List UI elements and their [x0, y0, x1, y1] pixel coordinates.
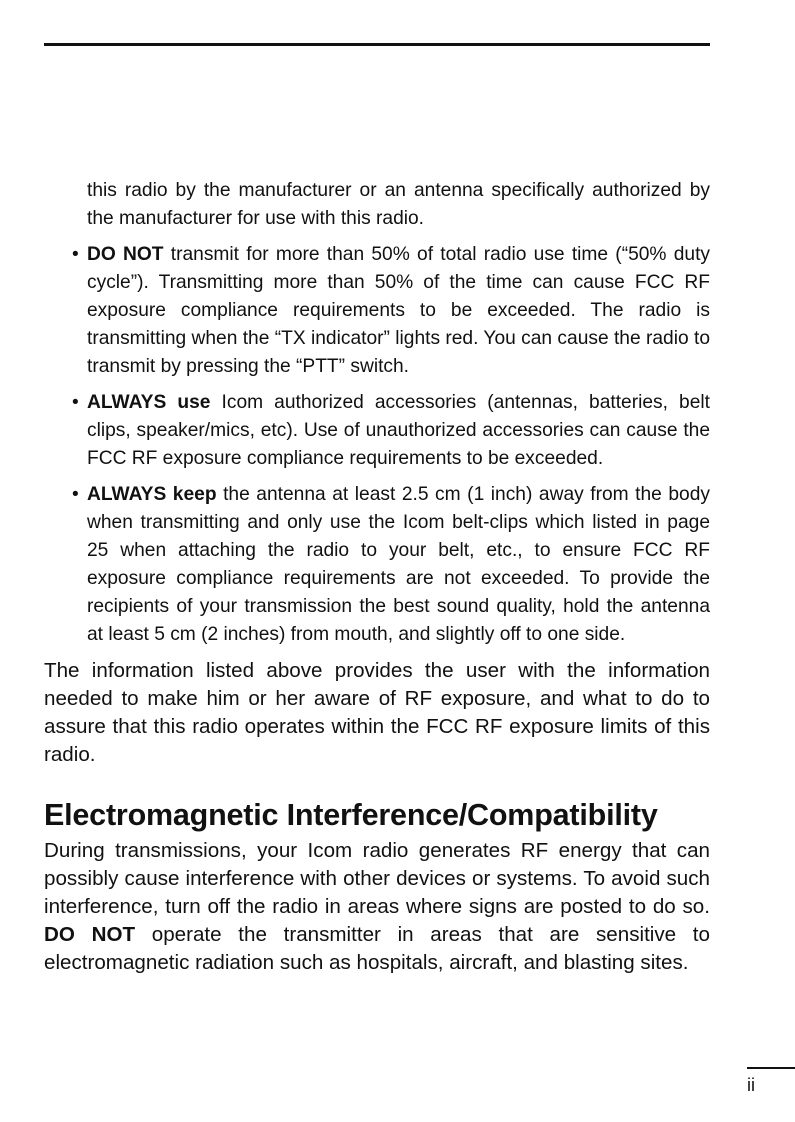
- page-number: ii: [747, 1075, 755, 1095]
- bullet-lead-text: ALWAYS use: [87, 392, 211, 413]
- bullet-always-use-accessories: [72, 389, 710, 473]
- page-content: [44, 177, 710, 977]
- bullet-do-not-transmit: [72, 241, 710, 381]
- bullet-body-text: transmit for more than 50% of total radio use time (“50% duty cycle”). Transmitting more than 50% of the time can cause FCC RF exposure compliance requirements to be exceeded. The radio is transmitting when the “TX indicator” lights red. You can cause the radio to transmit by pressing the “PTT” switch.: [87, 244, 710, 377]
- bullet-body-text: the antenna at least 2.5 cm (1 inch) away from the body when transmitting and only use the Icom belt-clips which listed in page 25 when attaching the radio to your belt, etc., to ensure FCC RF exposure compliance requirements are not exceeded. To provide the recipients of your transmission the best sound quality, hold the antenna at least 5 cm (2 inches) from mouth, and slightly off to one side.: [87, 484, 710, 645]
- summary-paragraph: The information listed above provides the user with the information needed to make him or her aware of RF exposure, and what to do to assure that this radio operates within the FCC RF exposure limits of this radio.: [44, 659, 710, 766]
- continuation-paragraph: this radio by the manufacturer or an antenna specifically authorized by the manufacturer for use with this radio.: [87, 180, 710, 229]
- bullet-lead-text: DO NOT: [87, 244, 164, 265]
- footer-rule: [747, 1067, 795, 1069]
- bullet-body-text: Icom authorized accessories (antennas, batteries, belt clips, speaker/mics, etc). Use of unauthorized accessories can cause the FCC RF exposure compliance requirements to be exceeded.: [87, 392, 710, 469]
- section-text-after: operate the transmitter in areas that are sensitive to electromagnetic radiation such as hospitals, aircraft, and blasting sites.: [44, 923, 710, 974]
- section-paragraph: [44, 837, 710, 977]
- section-text-before: During transmissions, your Icom radio generates RF energy that can possibly cause interference with other devices or systems. To avoid such interference, turn off the radio in areas where signs are posted to do so.: [44, 839, 710, 918]
- section-bold-text: DO NOT: [44, 923, 136, 946]
- bullet-lead-text: ALWAYS keep: [87, 484, 217, 505]
- bullet-always-keep-distance: [72, 481, 710, 649]
- bullet-dot: •: [72, 484, 79, 505]
- bullet-dot: •: [72, 392, 79, 413]
- section-heading: Electromagnetic Interference/Compatibility: [44, 798, 658, 832]
- top-rule: [44, 43, 710, 46]
- bullet-dot: •: [72, 244, 79, 265]
